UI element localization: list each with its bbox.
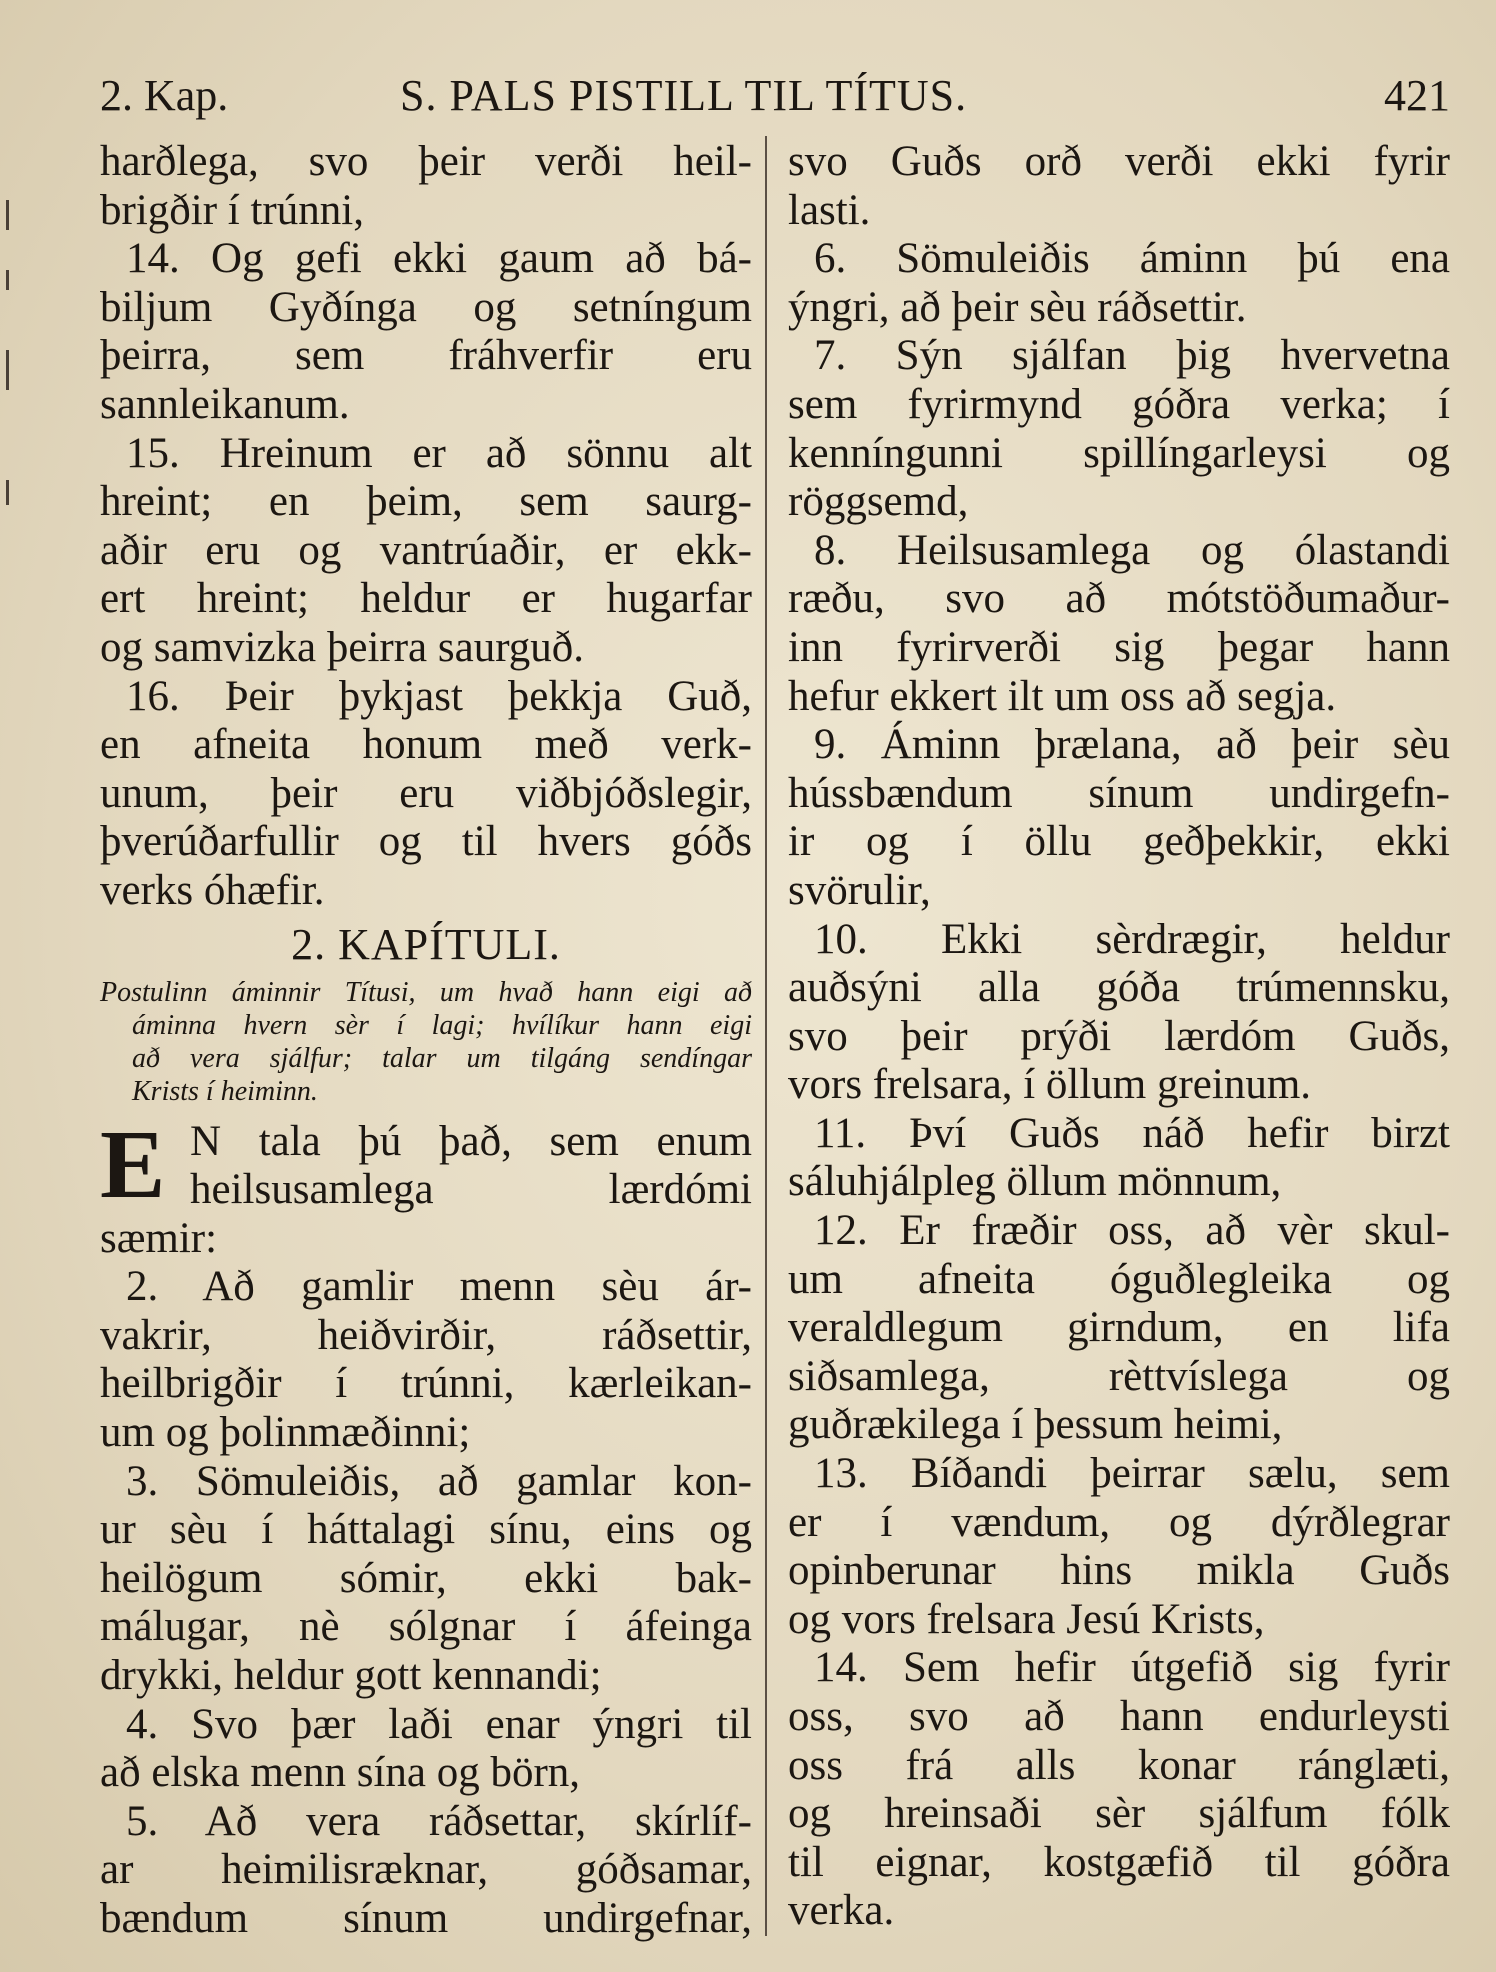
- text-line: 14. Og gefi ekki gaum að bá-: [126, 235, 752, 283]
- text-line: 10. Ekki sèrdrægir, heldur: [814, 915, 1450, 963]
- text-line: heilsusamlega lærdómi: [190, 1166, 752, 1214]
- text-line: harðlega, svo þeir verði heil-: [100, 138, 752, 185]
- text-line: Postulinn áminnir Títusi, um hvað hann eigi að: [100, 976, 752, 1008]
- drop-cap-letter: E: [100, 1110, 166, 1219]
- text-line: veraldlegum girndum, en lifa: [788, 1304, 1450, 1352]
- text-line: og samvizka þeirra saurguð.: [100, 623, 585, 671]
- text-line: biljum Gyðínga og setníngum: [100, 283, 752, 331]
- right-text-block: [788, 138, 1450, 1936]
- text-line: að elska menn sína og börn,: [100, 1749, 581, 1797]
- text-line: svo þeir prýði lærdóm Guðs,: [788, 1012, 1450, 1060]
- text-line: drykki, heldur gott kennandi;: [100, 1652, 602, 1700]
- text-line: hreint; en þeim, sem saurg-: [100, 478, 752, 526]
- text-line: sæmir:: [100, 1214, 218, 1262]
- text-line: 9. Áminn þrælana, að þeir sèu: [814, 721, 1450, 769]
- text-line: ræðu, svo að mótstöðumaður-: [788, 575, 1450, 623]
- text-line: vors frelsara, í öllum greinum.: [788, 1061, 1312, 1109]
- text-line: sem fyrirmynd góðra verka; í: [788, 380, 1450, 428]
- right-column: [788, 138, 1450, 1936]
- text-line: og hreinsaði sèr sjálfum fólk: [788, 1790, 1450, 1838]
- left-text-block: [100, 138, 752, 916]
- text-line: sannleikanum.: [100, 380, 350, 428]
- text-line: 7. Sýn sjálfan þig hvervetna: [814, 332, 1450, 380]
- chapter-summary: [100, 976, 752, 1108]
- left-text-block-2: [100, 1215, 752, 1944]
- text-line: ir og í öllu geðþekkir, ekki: [788, 818, 1450, 866]
- text-line: 3. Sömuleiðis, að gamlar kon-: [126, 1457, 752, 1505]
- text-line: aðir eru og vantrúaðir, er ekk-: [100, 526, 752, 574]
- text-line: til eignar, kostgæfið til góðra: [788, 1838, 1450, 1886]
- text-line: heilögum sómir, ekki bak-: [100, 1554, 752, 1602]
- text-line: ýngri, að þeir sèu ráðsettir.: [788, 283, 1247, 331]
- text-line: 13. Bíðandi þeirrar sælu, sem: [814, 1450, 1450, 1498]
- text-line: oss, svo að hann endurleysti: [788, 1693, 1450, 1740]
- drop-cap-lines: [100, 1110, 752, 1219]
- text-line: og vors frelsara Jesú Krists,: [788, 1595, 1265, 1643]
- text-line: N tala þú það, sem enum: [190, 1117, 752, 1165]
- text-line: heilbrigðir í trúnni, kærleikan-: [100, 1360, 752, 1408]
- page-header: [100, 66, 1450, 126]
- text-line: oss frá alls konar ránglæti,: [788, 1741, 1450, 1789]
- text-line: brigðir í trúnni,: [100, 186, 364, 234]
- text-line: málugar, nè sólgnar í áfeinga: [100, 1603, 752, 1651]
- left-column: [100, 138, 752, 1944]
- text-line: opinberunar hins mikla Guðs: [788, 1547, 1450, 1595]
- text-line: 15. Hreinum er að sönnu alt: [126, 429, 752, 477]
- margin-mark: [6, 270, 9, 290]
- column-divider: [765, 136, 767, 1936]
- text-line: 4. Svo þær laði enar ýngri til: [126, 1700, 752, 1748]
- text-line: 2. Að gamlir menn sèu ár-: [126, 1263, 752, 1311]
- text-line: hefur ekkert ilt um oss að segja.: [788, 672, 1337, 720]
- text-line: bændum sínum undirgefnar,: [100, 1895, 752, 1942]
- text-line: 5. Að vera ráðsettar, skírlíf-: [126, 1797, 752, 1845]
- text-line: 14. Sem hefir útgefið sig fyrir: [814, 1644, 1450, 1692]
- text-line: svo Guðs orð verði ekki fyrir: [788, 138, 1450, 185]
- text-line: kenníngunni spillíngarleysi og: [788, 429, 1450, 477]
- text-line: vakrir, heiðvirðir, ráðsettir,: [100, 1311, 752, 1359]
- text-line: guðrækilega í þessum heimi,: [788, 1401, 1283, 1449]
- text-line: verks óhæfir.: [100, 866, 325, 914]
- page-number: 421: [1384, 71, 1450, 120]
- text-line: ert hreint; heldur er hugarfar: [100, 575, 752, 623]
- text-line: siðsamlega, rèttvíslega og: [788, 1352, 1450, 1400]
- text-line: ar heimilisræknar, góðsamar,: [100, 1846, 752, 1894]
- text-line: svörulir,: [788, 866, 931, 914]
- text-line: Krists í heiminn.: [132, 1075, 318, 1107]
- text-line: röggsemd,: [788, 478, 969, 526]
- text-line: inn fyrirverði sig þegar hann: [788, 623, 1450, 671]
- text-line: ur sèu í háttalagi sínu, eins og: [100, 1506, 752, 1554]
- text-line: að vera sjálfur; talar um tilgáng sendíngar: [132, 1042, 752, 1074]
- text-line: um og þolinmæðinni;: [100, 1409, 471, 1457]
- text-line: 11. Því Guðs náð hefir birzt: [814, 1109, 1450, 1157]
- text-line: 8. Heilsusamlega og ólastandi: [814, 526, 1450, 574]
- text-line: hússbændum sínum undirgefn-: [788, 769, 1450, 817]
- text-line: verka.: [788, 1887, 895, 1935]
- text-line: 16. Þeir þykjast þekkja Guð,: [126, 672, 752, 720]
- text-line: 12. Er fræðir oss, að vèr skul-: [814, 1207, 1450, 1255]
- text-line: 6. Sömuleiðis áminn þú ena: [814, 235, 1450, 283]
- text-line: en afneita honum með verk-: [100, 721, 752, 769]
- chapter-heading: 2. KAPÍTULI.: [291, 919, 561, 969]
- running-chapter: 2. Kap.: [100, 71, 229, 120]
- drop-cap-paragraph: [100, 1110, 752, 1219]
- margin-mark: [6, 200, 9, 230]
- text-line: unum, þeir eru viðbjóðslegir,: [100, 769, 752, 817]
- text-line: auðsýni alla góða trúmennsku,: [788, 964, 1450, 1012]
- text-line: sáluhjálpleg öllum mönnum,: [788, 1158, 1282, 1206]
- text-line: þverúðarfullir og til hvers góðs: [100, 818, 752, 866]
- text-line: þeirra, sem fráhverfir eru: [100, 332, 752, 380]
- text-line: áminna hvern sèr í lagi; hvílíkur hann eigi: [132, 1009, 752, 1041]
- running-title: S. PALS PISTILL TIL TÍTUS.: [400, 71, 968, 120]
- text-line: um afneita óguðlegleika og: [788, 1255, 1450, 1303]
- margin-mark: [6, 350, 9, 390]
- margin-mark: [6, 480, 9, 505]
- text-line: lasti.: [788, 186, 871, 234]
- text-line: er í vændum, og dýrðlegrar: [788, 1498, 1450, 1546]
